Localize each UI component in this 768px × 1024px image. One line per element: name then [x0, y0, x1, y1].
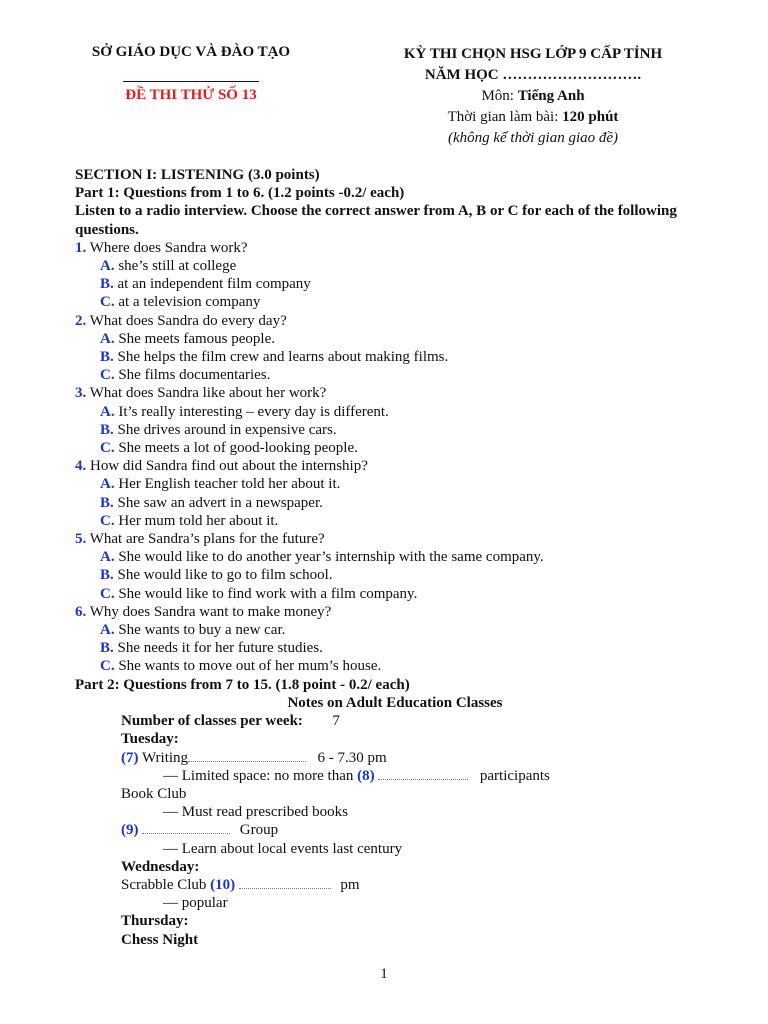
option-letter: C.: [100, 512, 115, 529]
q7-number: (7): [121, 749, 139, 766]
option-text: She would like to find work with a film company.: [118, 585, 418, 602]
question-stem: [75, 312, 715, 330]
q9-line: [75, 821, 715, 839]
section-title: SECTION I: LISTENING (3.0 points): [75, 167, 320, 183]
q10-blank[interactable]: [239, 876, 331, 889]
option-text: Her English teacher told her about it.: [118, 476, 341, 493]
time-note: (không kể thời gian giao đề): [447, 130, 619, 146]
option-text: She saw an advert in a newspaper.: [117, 494, 323, 511]
question-number: 3.: [75, 385, 87, 402]
answer-option[interactable]: [75, 585, 715, 603]
question-list: [75, 239, 715, 676]
question-text: What does Sandra like about her work?: [89, 385, 327, 402]
book-club: Book Club: [121, 785, 187, 802]
day-wednesday: Wednesday:: [121, 858, 200, 875]
subject-line: [372, 86, 694, 107]
exam-content: [75, 166, 715, 949]
question-stem: [75, 239, 715, 257]
header-underline: [123, 65, 259, 82]
question-text: How did Sandra find out about the internship?: [90, 458, 368, 475]
part1-title: Part 1: Questions from 1 to 6. (1.2 points -0.2/ each): [75, 185, 405, 202]
question-number: 6.: [75, 603, 87, 620]
question-text: What does Sandra do every day?: [89, 312, 287, 329]
question-number: 5.: [75, 531, 87, 548]
classes-per-week: [75, 712, 715, 730]
subject-label: Môn:: [481, 88, 514, 104]
option-text: She films documentaries.: [118, 367, 271, 384]
chess-night: Chess Night: [121, 931, 199, 948]
option-text: It’s really interesting – every day is different.: [118, 403, 389, 420]
answer-option[interactable]: [75, 348, 715, 366]
question-number: 4.: [75, 458, 87, 475]
question-stem: [75, 384, 715, 402]
page-number: 1: [380, 966, 388, 982]
q9-number: (9): [121, 822, 139, 839]
option-letter: B.: [100, 349, 114, 366]
answer-option[interactable]: [75, 330, 715, 348]
q8-after: participants: [479, 767, 550, 784]
notes-title: Notes on Adult Education Classes: [287, 694, 503, 711]
classes-value: 7: [332, 713, 340, 730]
option-letter: C.: [100, 585, 115, 602]
option-letter: C.: [100, 367, 115, 384]
answer-option[interactable]: [75, 512, 715, 530]
option-text: Her mum told her about it.: [118, 512, 279, 529]
option-text: she’s still at college: [118, 258, 237, 275]
q7-blank[interactable]: [188, 749, 306, 762]
q8-text: — Limited space: no more than: [163, 767, 354, 784]
classes-label: Number of classes per week:: [121, 713, 303, 730]
question-text: Where does Sandra work?: [89, 239, 248, 256]
option-letter: A.: [100, 403, 115, 420]
header-left: [80, 44, 302, 104]
option-text: She would like to do another year’s internship with the same company.: [118, 549, 544, 566]
time-line: [372, 107, 694, 128]
option-letter: B.: [100, 276, 114, 293]
question-stem: [75, 603, 715, 621]
answer-option[interactable]: [75, 475, 715, 493]
answer-option[interactable]: [75, 657, 715, 675]
option-letter: A.: [100, 330, 115, 347]
question-stem: [75, 530, 715, 548]
option-text: She helps the film crew and learns about making films.: [117, 349, 449, 366]
option-text: She drives around in expensive cars.: [117, 421, 337, 438]
q9-note: — Learn about local events last century: [163, 840, 403, 857]
part1-instruction: Listen to a radio interview. Choose the correct answer from A, B or C for each of the following questions.: [75, 203, 677, 238]
q7-time: 6 - 7.30 pm: [317, 749, 387, 766]
header-right: [372, 44, 694, 149]
q10-label: Scrabble Club: [121, 876, 207, 893]
department-name: SỞ GIÁO DỤC VÀ ĐÀO TẠO: [91, 44, 291, 60]
question-text: Why does Sandra want to make money?: [89, 603, 332, 620]
answer-option[interactable]: [75, 439, 715, 457]
answer-option[interactable]: [75, 566, 715, 584]
option-text: She wants to buy a new car.: [118, 622, 286, 639]
q9-blank[interactable]: [142, 821, 230, 834]
answer-option[interactable]: [75, 275, 715, 293]
answer-option[interactable]: [75, 293, 715, 311]
q8-line: [75, 767, 715, 785]
answer-option[interactable]: [75, 494, 715, 512]
question-stem: [75, 457, 715, 475]
option-text: She meets famous people.: [118, 330, 275, 347]
answer-option[interactable]: [75, 421, 715, 439]
q10-after: pm: [340, 876, 360, 893]
option-letter: A.: [100, 549, 115, 566]
q10-note: — popular: [163, 895, 228, 912]
answer-option[interactable]: [75, 621, 715, 639]
q7-line: [75, 749, 715, 767]
answer-option[interactable]: [75, 548, 715, 566]
answer-option[interactable]: [75, 639, 715, 657]
answer-option[interactable]: [75, 257, 715, 275]
q9-after: Group: [239, 822, 279, 839]
question-number: 2.: [75, 312, 87, 329]
part2-title: Part 2: Questions from 7 to 15. (1.8 point - 0.2/ each): [75, 676, 410, 693]
option-text: at a television company: [118, 294, 261, 311]
school-year: NĂM HỌC ……………………….: [424, 67, 642, 83]
question-text: What are Sandra’s plans for the future?: [89, 531, 325, 548]
q8-blank[interactable]: [378, 767, 468, 780]
option-letter: A.: [100, 476, 115, 493]
option-letter: B.: [100, 567, 114, 584]
option-letter: A.: [100, 258, 115, 275]
question-number: 1.: [75, 239, 87, 256]
option-letter: C.: [100, 440, 115, 457]
day-thursday: Thursday:: [121, 913, 189, 930]
option-letter: B.: [100, 640, 114, 657]
answer-option[interactable]: [75, 403, 715, 421]
option-text: at an independent film company: [117, 276, 311, 293]
time-value: 120 phút: [562, 109, 619, 125]
q10-number: (10): [210, 876, 236, 893]
q7-label: Writing: [141, 749, 189, 766]
book-club-note: — Must read prescribed books: [163, 804, 348, 821]
option-text: She wants to move out of her mum’s house.: [118, 658, 382, 675]
option-letter: B.: [100, 494, 114, 511]
subject-value: Tiếng Anh: [517, 88, 585, 104]
q10-line: [75, 876, 715, 894]
option-letter: C.: [100, 294, 115, 311]
option-text: She would like to go to film school.: [117, 567, 333, 584]
option-text: She needs it for her future studies.: [117, 640, 323, 657]
option-letter: B.: [100, 421, 114, 438]
contest-title: KỲ THI CHỌN HSG LỚP 9 CẤP TỈNH: [403, 46, 663, 62]
q8-number: (8): [357, 767, 375, 784]
answer-option[interactable]: [75, 366, 715, 384]
day-tuesday: Tuesday:: [121, 731, 179, 748]
option-text: She meets a lot of good-looking people.: [118, 440, 358, 457]
option-letter: A.: [100, 622, 115, 639]
exam-title: ĐỀ THI THỬ SỐ 13: [125, 87, 257, 103]
time-label: Thời gian làm bài:: [447, 109, 559, 125]
option-letter: C.: [100, 658, 115, 675]
